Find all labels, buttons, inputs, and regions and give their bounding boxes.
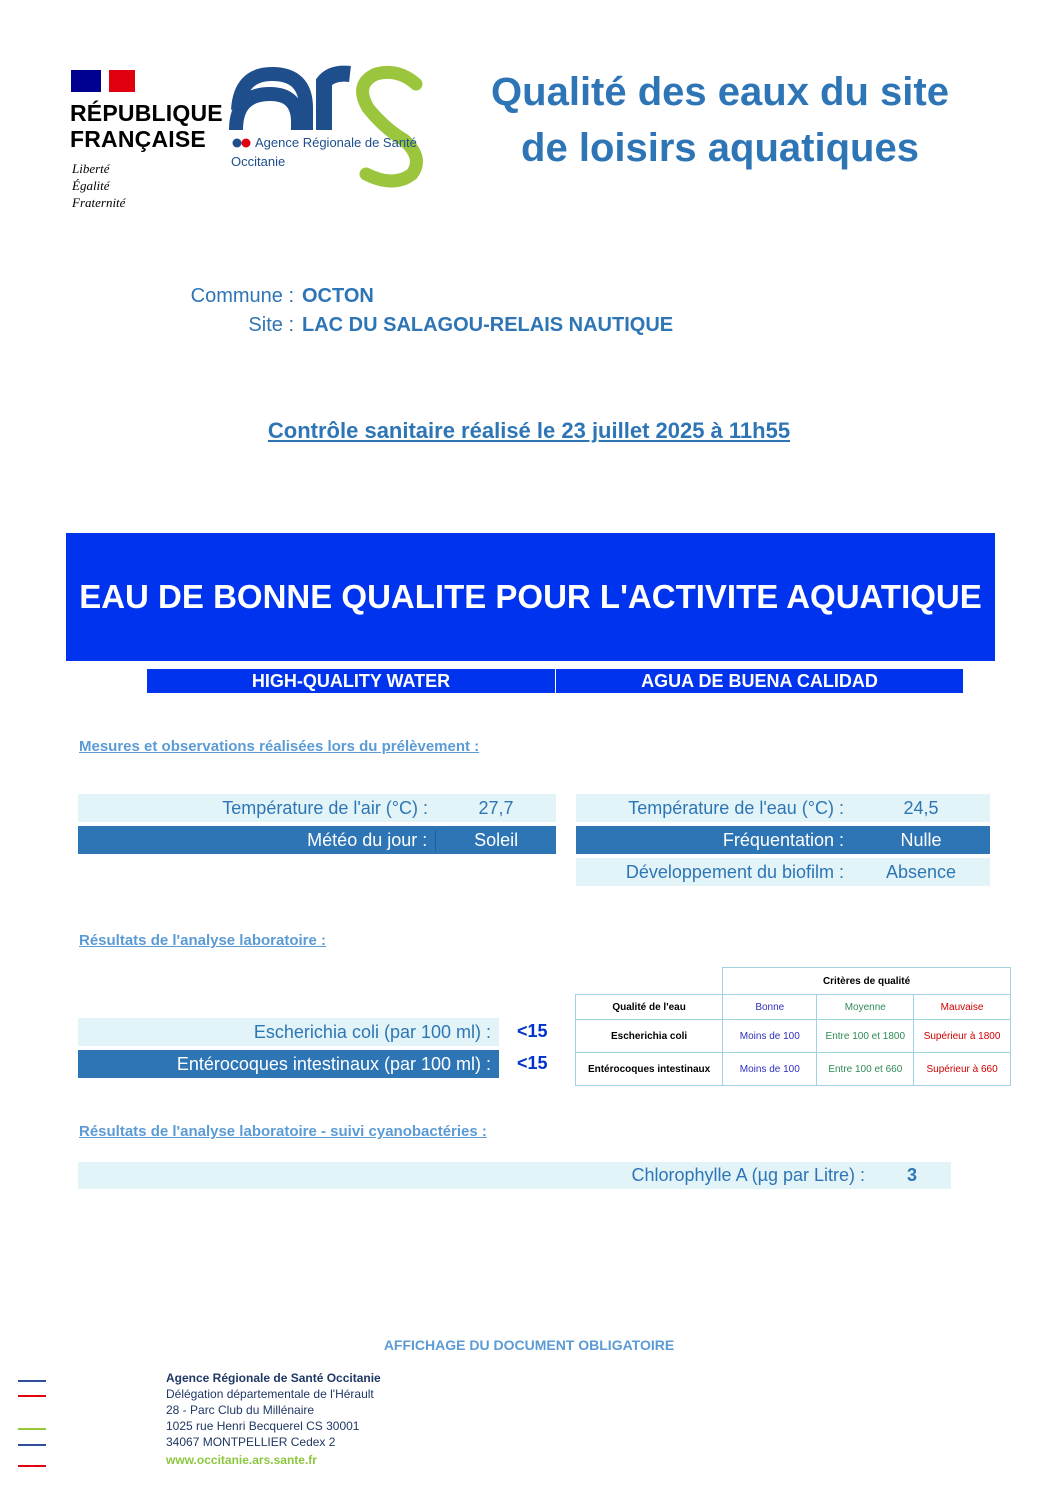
criteria-col-moyenne: Moyenne — [817, 995, 914, 1020]
biofilm-value: Absence — [885, 861, 957, 882]
site-value: LAC DU SALAGOU-RELAIS NAUTIQUE — [302, 314, 674, 336]
chlorophyll-row — [78, 1162, 951, 1189]
verdict-spanish: AGUA DE BUENA CALIDAD — [556, 669, 963, 693]
criteria-col-mauvaise: Mauvaise — [914, 995, 1011, 1020]
chlorophyll-label: Chlorophylle A (µg par Litre) : — [631, 1165, 865, 1185]
criteria-row-name: Escherichia coli — [576, 1020, 723, 1053]
ars-region-name: Occitanie — [231, 154, 286, 169]
water-temperature-value: 24,5 — [903, 797, 939, 818]
republique-francaise-flag — [71, 70, 135, 92]
criteria-row — [576, 1020, 1011, 1053]
footer-dash-blue — [18, 1444, 46, 1446]
cyano-title: Résultats de l'analyse laboratoire - suivi cyanobactéries : — [79, 1123, 487, 1140]
chlorophyll-value: 3 — [906, 1165, 917, 1185]
criteria-header: Critères de qualité — [723, 968, 1011, 995]
attendance-value: Nulle — [900, 829, 942, 850]
measures-title: Mesures et observations réalisées lors du prélèvement : — [79, 738, 480, 755]
criteria-col-bonne: Bonne — [723, 995, 817, 1020]
criteria-row-mauvaise: Supérieur à 660 — [914, 1053, 1011, 1086]
criteria-row-bonne: Moins de 100 — [723, 1053, 817, 1086]
ecoli-row — [78, 1018, 499, 1046]
commune-label: Commune : — [190, 285, 294, 307]
footer-dash-red — [18, 1395, 46, 1397]
water-temperature-row — [576, 794, 990, 822]
criteria-row-moyenne: Entre 100 et 1800 — [817, 1020, 914, 1053]
criteria-row-mauvaise: Supérieur à 1800 — [914, 1020, 1011, 1053]
criteria-col-quality: Qualité de l'eau — [576, 995, 723, 1020]
republique-motto: Liberté Égalité Fraternité — [72, 161, 126, 210]
verdict-banner: EAU DE BONNE QUALITE POUR L'ACTIVITE AQUATIQUE — [66, 533, 995, 661]
weather-label: Météo du jour : — [307, 829, 428, 850]
criteria-row — [576, 1053, 1011, 1086]
air-temperature-row — [78, 794, 556, 822]
ars-agency-name: Agence Régionale de Santé — [255, 135, 417, 150]
site-label: Site : — [248, 314, 294, 336]
weather-value: Soleil — [435, 830, 556, 851]
ecoli-value: <15 — [517, 1021, 548, 1041]
quality-criteria-table — [575, 967, 1011, 1086]
footer-address: Agence Régionale de Santé Occitanie Délégation départementale de l'Hérault 28 - Parc Club du Millénaire 1025 rue Henri Becquerel CS 30001 34067 MONTPELLIER Cedex 2 — [166, 1371, 381, 1449]
footer-dash-red — [18, 1465, 46, 1467]
footer-website-link[interactable]: www.occitanie.ars.sante.fr — [166, 1453, 317, 1467]
criteria-row-moyenne: Entre 100 et 660 — [817, 1053, 914, 1086]
criteria-row-bonne: Moins de 100 — [723, 1020, 817, 1053]
weather-row — [78, 826, 556, 854]
air-temperature-value: 27,7 — [478, 797, 514, 818]
biofilm-label: Développement du biofilm : — [625, 861, 844, 882]
biofilm-row — [576, 858, 990, 886]
air-temperature-label: Température de l'air (°C) : — [222, 797, 428, 818]
ars-logo — [228, 62, 433, 190]
enterococci-value: <15 — [517, 1053, 548, 1073]
commune-value: OCTON — [302, 285, 374, 307]
water-temperature-label: Température de l'eau (°C) : — [628, 797, 844, 818]
ecoli-label: Escherichia coli (par 100 ml) : — [253, 1021, 491, 1042]
mandatory-display-notice: AFFICHAGE DU DOCUMENT OBLIGATOIRE — [383, 1337, 675, 1353]
republique-francaise-name: RÉPUBLIQUE FRANÇAISE — [70, 100, 223, 152]
footer-dash-blue — [18, 1380, 46, 1382]
attendance-label: Fréquentation : — [722, 829, 844, 850]
enterococci-label: Entérocoques intestinaux (par 100 ml) : — [176, 1053, 491, 1074]
verdict-english: HIGH-QUALITY WATER — [147, 669, 555, 693]
lab-title: Résultats de l'analyse laboratoire : — [79, 932, 326, 949]
criteria-row-name: Entérocoques intestinaux — [576, 1053, 723, 1086]
attendance-row — [576, 826, 990, 854]
control-date: Contrôle sanitaire réalisé le 23 juillet 2025 à 11h55 — [267, 418, 791, 443]
enterococci-row — [78, 1050, 499, 1078]
footer-dash-green — [18, 1428, 46, 1430]
page-title: Qualité des eaux du site de loisirs aquatiques — [491, 70, 949, 170]
